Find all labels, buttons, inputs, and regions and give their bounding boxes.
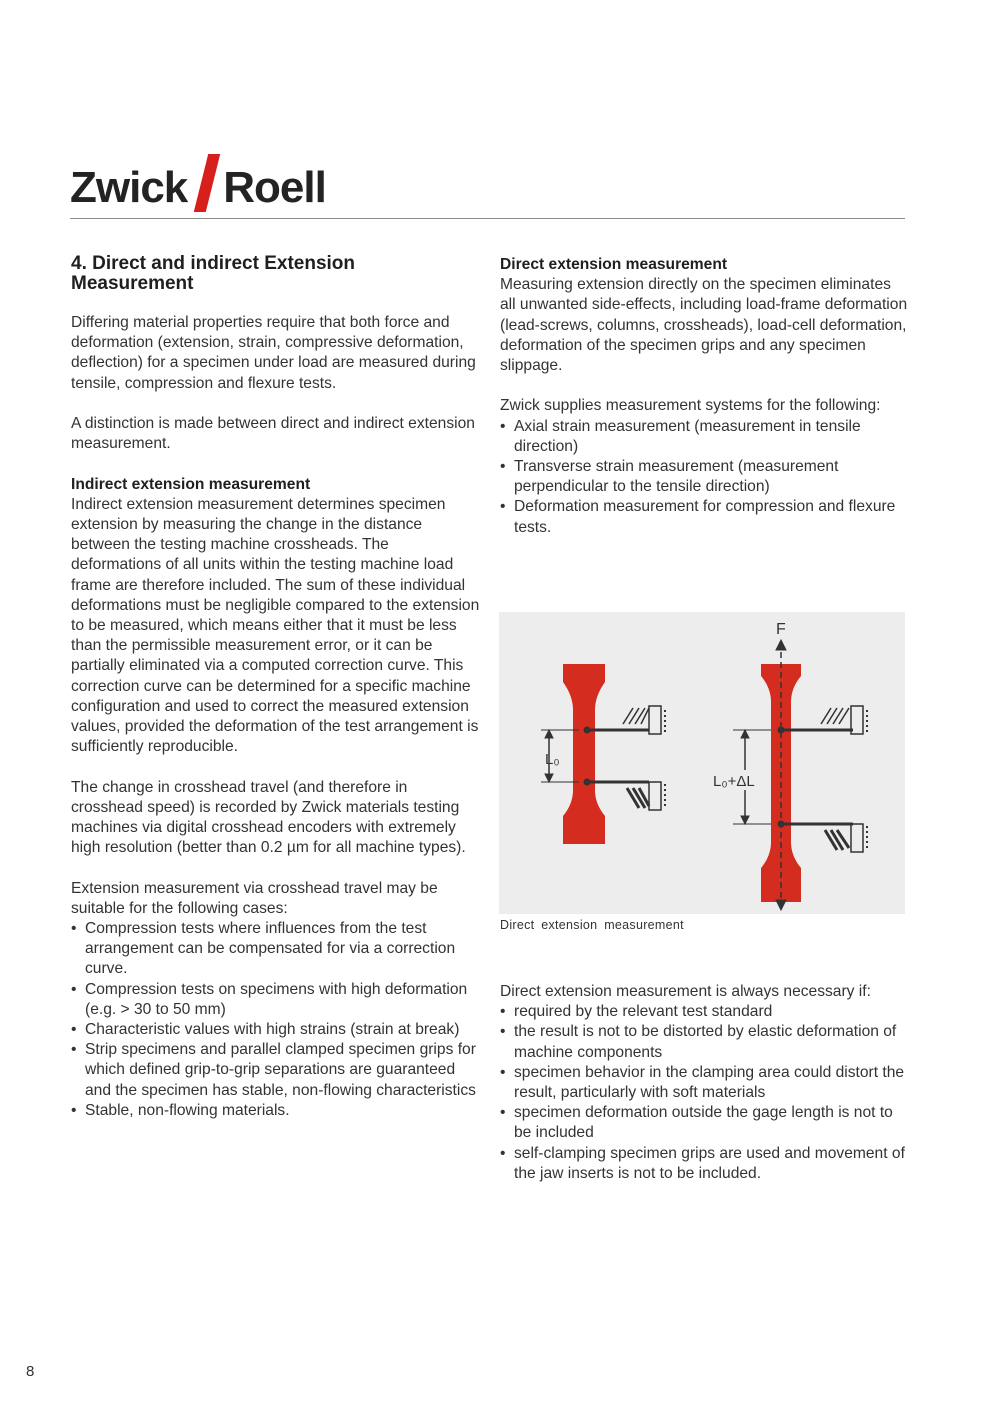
direct-heading: Direct extension measurement	[500, 256, 728, 273]
list-item: • specimen deformation outside the gage length is not to be included	[500, 1103, 910, 1143]
header-rule	[70, 218, 905, 219]
list-item: • self-clamping specimen grips are used and movement of the jaw inserts is not to be included.	[500, 1144, 910, 1184]
cases-list	[71, 919, 481, 1121]
list-item: • Axial strain measurement (measurement in tensile direction)	[500, 417, 910, 457]
page-number: 8	[26, 1363, 35, 1380]
specimen-diagram	[499, 612, 905, 914]
extended-length-label: L₀+ΔL	[713, 773, 755, 790]
list-item: • Compression tests on specimens with high deformation (e.g. > 30 to 50 mm)	[71, 980, 481, 1020]
list-item: • Strip specimens and parallel clamped specimen grips for which defined grip-to-grip separations are guaranteed and the specimen has stable, non-flowing characteristics	[71, 1040, 481, 1101]
section-title: 4. Direct and indirect Extension Measurement	[71, 253, 356, 294]
conditions-intro: Direct extension measurement is always necessary if:	[500, 983, 871, 1000]
list-item: • Compression tests where influences from the test arrangement can be compensated for via a correction curve.	[71, 919, 481, 980]
list-item: • Characteristic values with high strains (strain at break)	[71, 1020, 481, 1040]
right-column-lower	[500, 982, 910, 1184]
logo-word-zwick: Zwick	[70, 163, 188, 212]
list-item: • required by the relevant test standard	[500, 1002, 910, 1022]
distinction-paragraph: A distinction is made between direct and indirect extension measurement.	[71, 415, 475, 453]
specimen-left	[563, 664, 605, 844]
direct-paragraph: Measuring extension directly on the specimen eliminates all unwanted side-effects, including load-frame deformation (lead-screws, columns, crossheads), load-cell deformation, deformation of the specimen grips and any specimen slippage.	[500, 276, 908, 375]
indirect-paragraph: Indirect extension measurement determines specimen extension by measuring the change in the distance between the testing machine crossheads. The deformations of all units within the testing machine load frame are therefore included. The sum of these individual deformations must be negligible compared to the extension to be measured, which means either that it must be less than the permissible measurement error, or it can be partially eliminated via a computed correction curve. This correction curve can be determined for a specific machine configuration and used to correct the measured extension values, provided the deformation of the test arrangement is sufficiently reproducible.	[71, 495, 480, 756]
systems-list	[500, 417, 910, 538]
list-item: • specimen behavior in the clamping area could distort the result, particularly with soft materials	[500, 1063, 910, 1103]
cases-intro: Extension measurement via crosshead travel may be suitable for the following cases:	[71, 879, 438, 917]
crosshead-paragraph: The change in crosshead travel (and therefore in crosshead speed) is recorded by Zwick materials testing machines via digital crosshead encoders with extremely high resolution (better than 0.2 µm for all machine types).	[71, 778, 466, 857]
list-item: • Transverse strain measurement (measurement perpendicular to the tensile direction)	[500, 457, 910, 497]
logo-word-roell: Roell	[223, 163, 326, 212]
extensometer-left	[584, 706, 665, 810]
indirect-heading: Indirect extension measurement	[71, 475, 311, 493]
zwick-roell-logo	[70, 150, 326, 210]
gauge-length-label: L₀	[545, 751, 560, 768]
force-label: F	[776, 621, 786, 638]
list-item: • Deformation measurement for compression and flexure tests.	[500, 497, 910, 537]
list-item: • Stable, non-flowing materials.	[71, 1101, 481, 1121]
logo-slash-icon	[194, 154, 220, 212]
intro-paragraph: Differing material properties require that both force and deformation (extension, strain, compressive deformation, deflection) for a specimen under load are measured during tensile, compression and flexure tests.	[71, 314, 476, 392]
list-item: • the result is not to be distorted by elastic deformation of machine components	[500, 1022, 910, 1062]
extensometer-right	[778, 706, 867, 852]
conditions-list	[500, 1002, 910, 1184]
figure-caption: Direct extension measurement	[500, 918, 684, 932]
systems-intro: Zwick supplies measurement systems for the following:	[500, 397, 881, 415]
direct-extension-figure	[499, 612, 905, 914]
left-column	[71, 254, 481, 1121]
right-column	[500, 255, 910, 538]
